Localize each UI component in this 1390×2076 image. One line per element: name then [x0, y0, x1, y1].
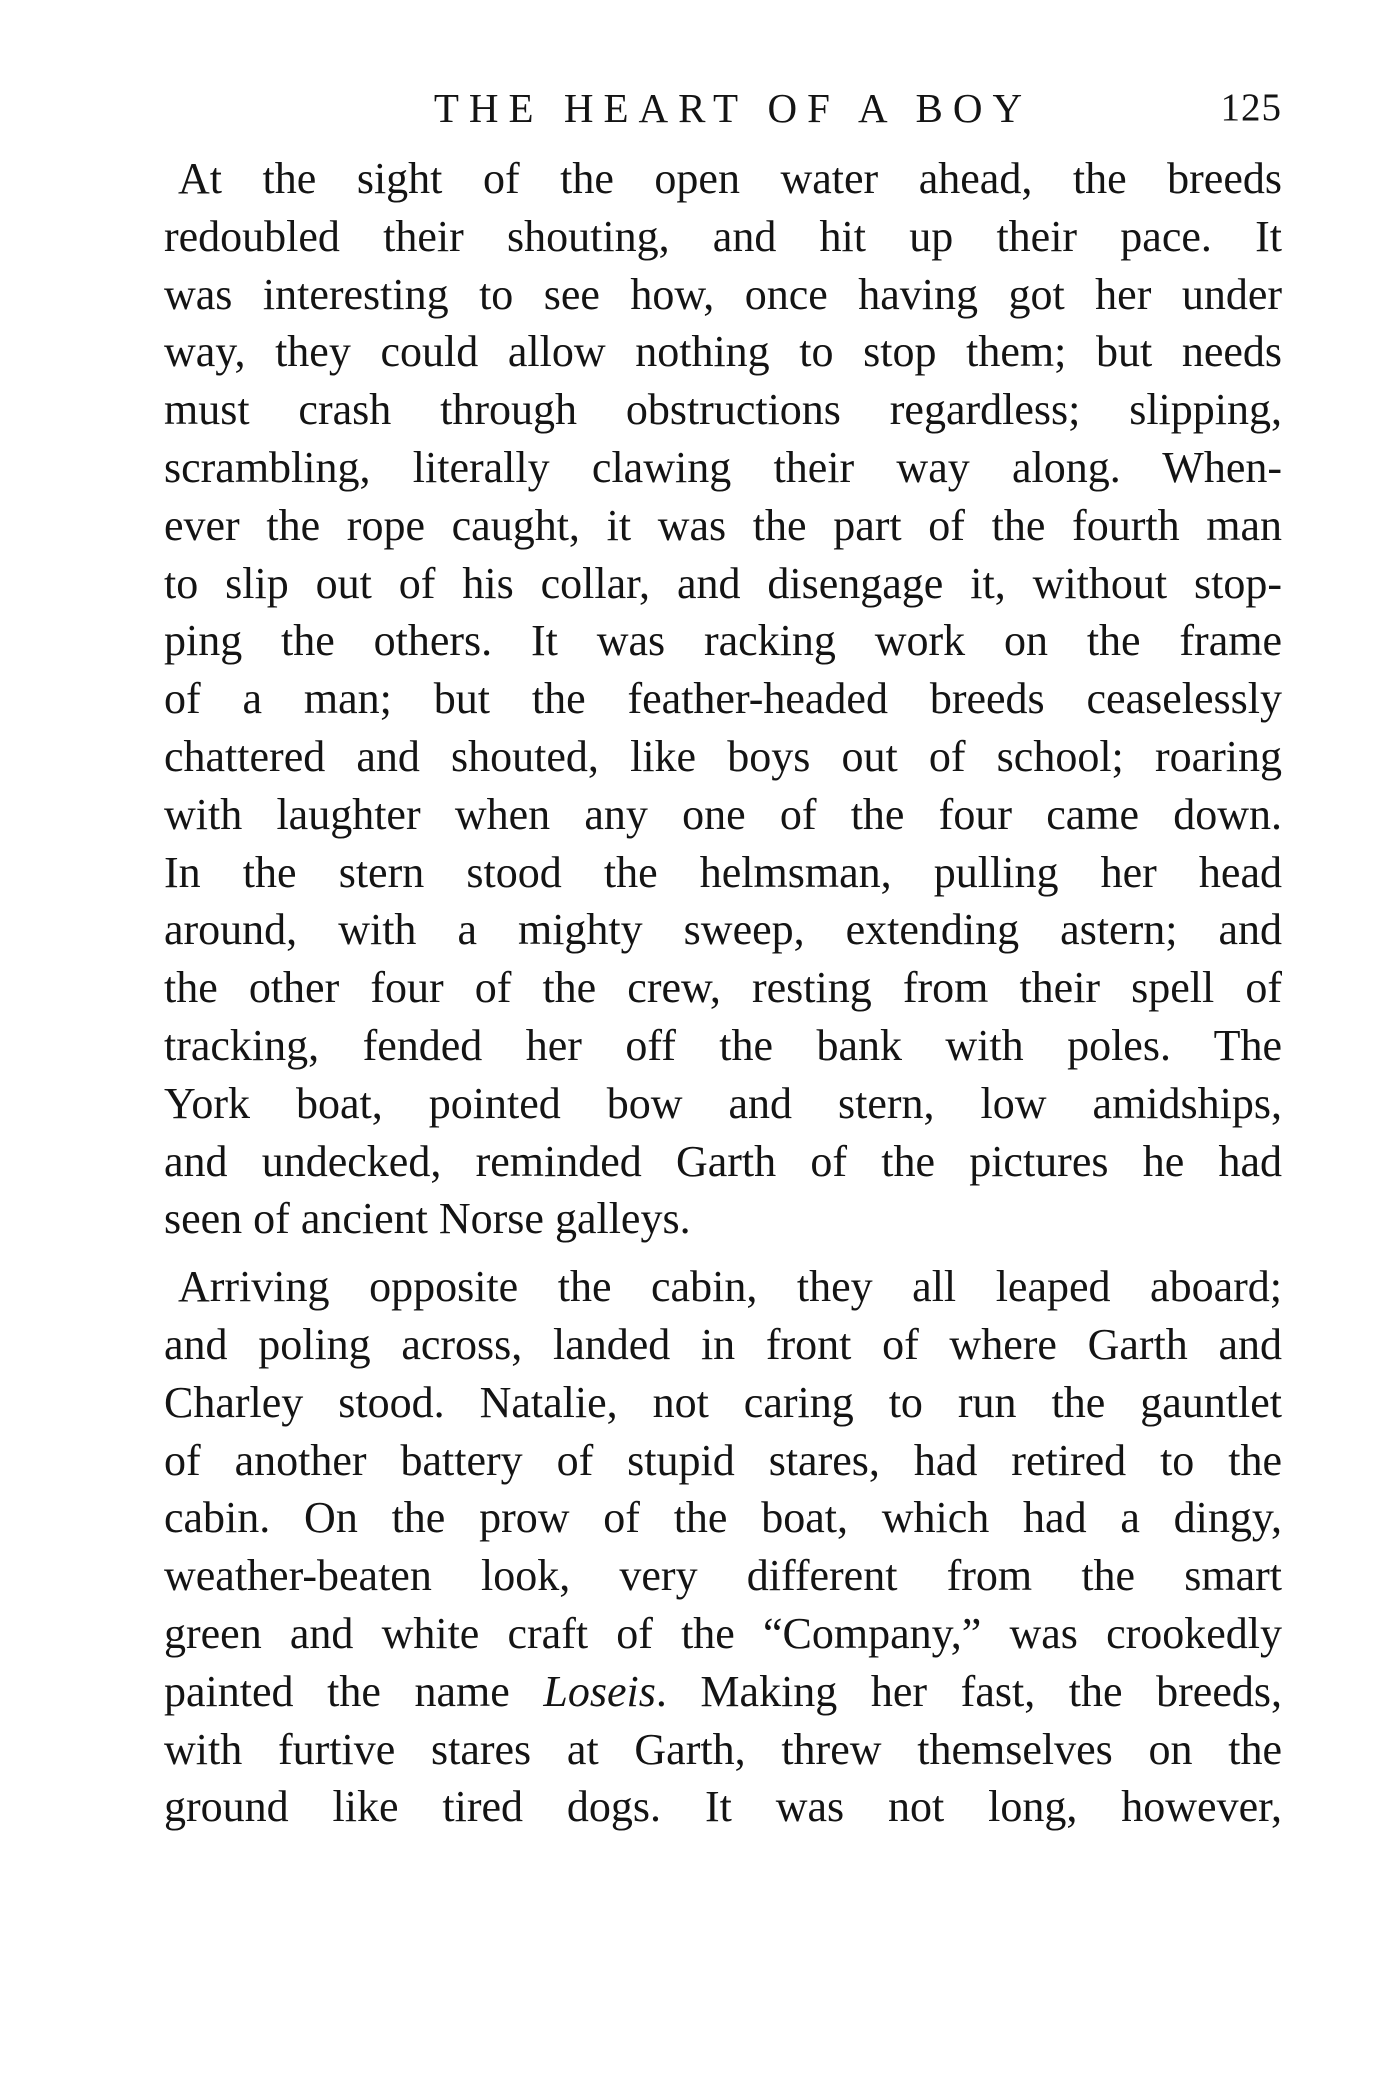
text-line: Arriving opposite the cabin, they all leaped aboard;: [178, 1262, 1282, 1312]
text-line: ground like tired dogs. It was not long, however,: [164, 1782, 1282, 1832]
text-line: seen of ancient Norse galleys.: [164, 1194, 691, 1244]
text-line: In the stern stood the helmsman, pulling her head: [164, 847, 1282, 897]
text-line: around, with a mighty sweep, extending astern; and: [164, 905, 1282, 955]
text-line: was interesting to see how, once having got her under: [164, 269, 1282, 319]
text-line: the other four of the crew, resting from their spell of: [164, 963, 1282, 1013]
text-line: tracking, fended her off the bank with poles. The: [164, 1020, 1282, 1070]
text-line: and poling across, landed in front of where Garth and: [164, 1319, 1282, 1369]
text-line: green and white craft of the “Company,” was crookedly: [164, 1608, 1282, 1658]
text-line: way, they could allow nothing to stop them; but needs: [164, 327, 1282, 377]
text-line: scrambling, literally clawing their way along. When-: [164, 442, 1282, 492]
text-line: of a man; but the feather-headed breeds ceaselessly: [164, 674, 1282, 724]
text-line: cabin. On the prow of the boat, which had a dingy,: [164, 1493, 1282, 1543]
text-line: ping the others. It was racking work on the frame: [164, 616, 1282, 666]
text-line: Charley stood. Natalie, not caring to run the gauntlet: [164, 1377, 1282, 1427]
text-line: must crash through obstructions regardless; slipping,: [164, 385, 1282, 435]
text-line: ever the rope caught, it was the part of the fourth man: [164, 500, 1282, 550]
text-line: chattered and shouted, like boys out of school; roaring: [164, 731, 1282, 781]
text-segment: painted the name: [164, 1666, 544, 1716]
text-line: York boat, pointed bow and stern, low amidships,: [164, 1078, 1282, 1128]
text-line: with furtive stares at Garth, threw themselves on the: [164, 1724, 1282, 1774]
running-title: THE HEART OF A BOY: [433, 85, 1033, 131]
text-line: At the sight of the open water ahead, the breeds: [178, 154, 1282, 203]
boat-name: Loseis: [543, 1666, 656, 1716]
text-line: redoubled their shouting, and hit up their pace. It: [164, 211, 1282, 261]
text-line: to slip out of his collar, and disengage it, without stop-: [164, 558, 1282, 608]
running-head: [164, 78, 1282, 138]
page-number: 125: [1220, 86, 1282, 129]
paragraph-gap: [164, 1248, 1282, 1258]
paragraph-1: [164, 150, 1282, 1248]
text-line: with laughter when any one of the four came down.: [164, 789, 1282, 839]
text-line: and undecked, reminded Garth of the pictures he had: [164, 1136, 1282, 1186]
text-line: of another battery of stupid stares, had retired to the: [164, 1435, 1282, 1485]
body-text: [164, 150, 1282, 1836]
text-line-boat-name: [164, 1663, 1282, 1721]
text-segment: . Making her fast, the breeds,: [655, 1666, 1282, 1716]
text-line: weather-beaten look, very different from the smart: [164, 1551, 1282, 1601]
paragraph-2: [164, 1258, 1282, 1836]
